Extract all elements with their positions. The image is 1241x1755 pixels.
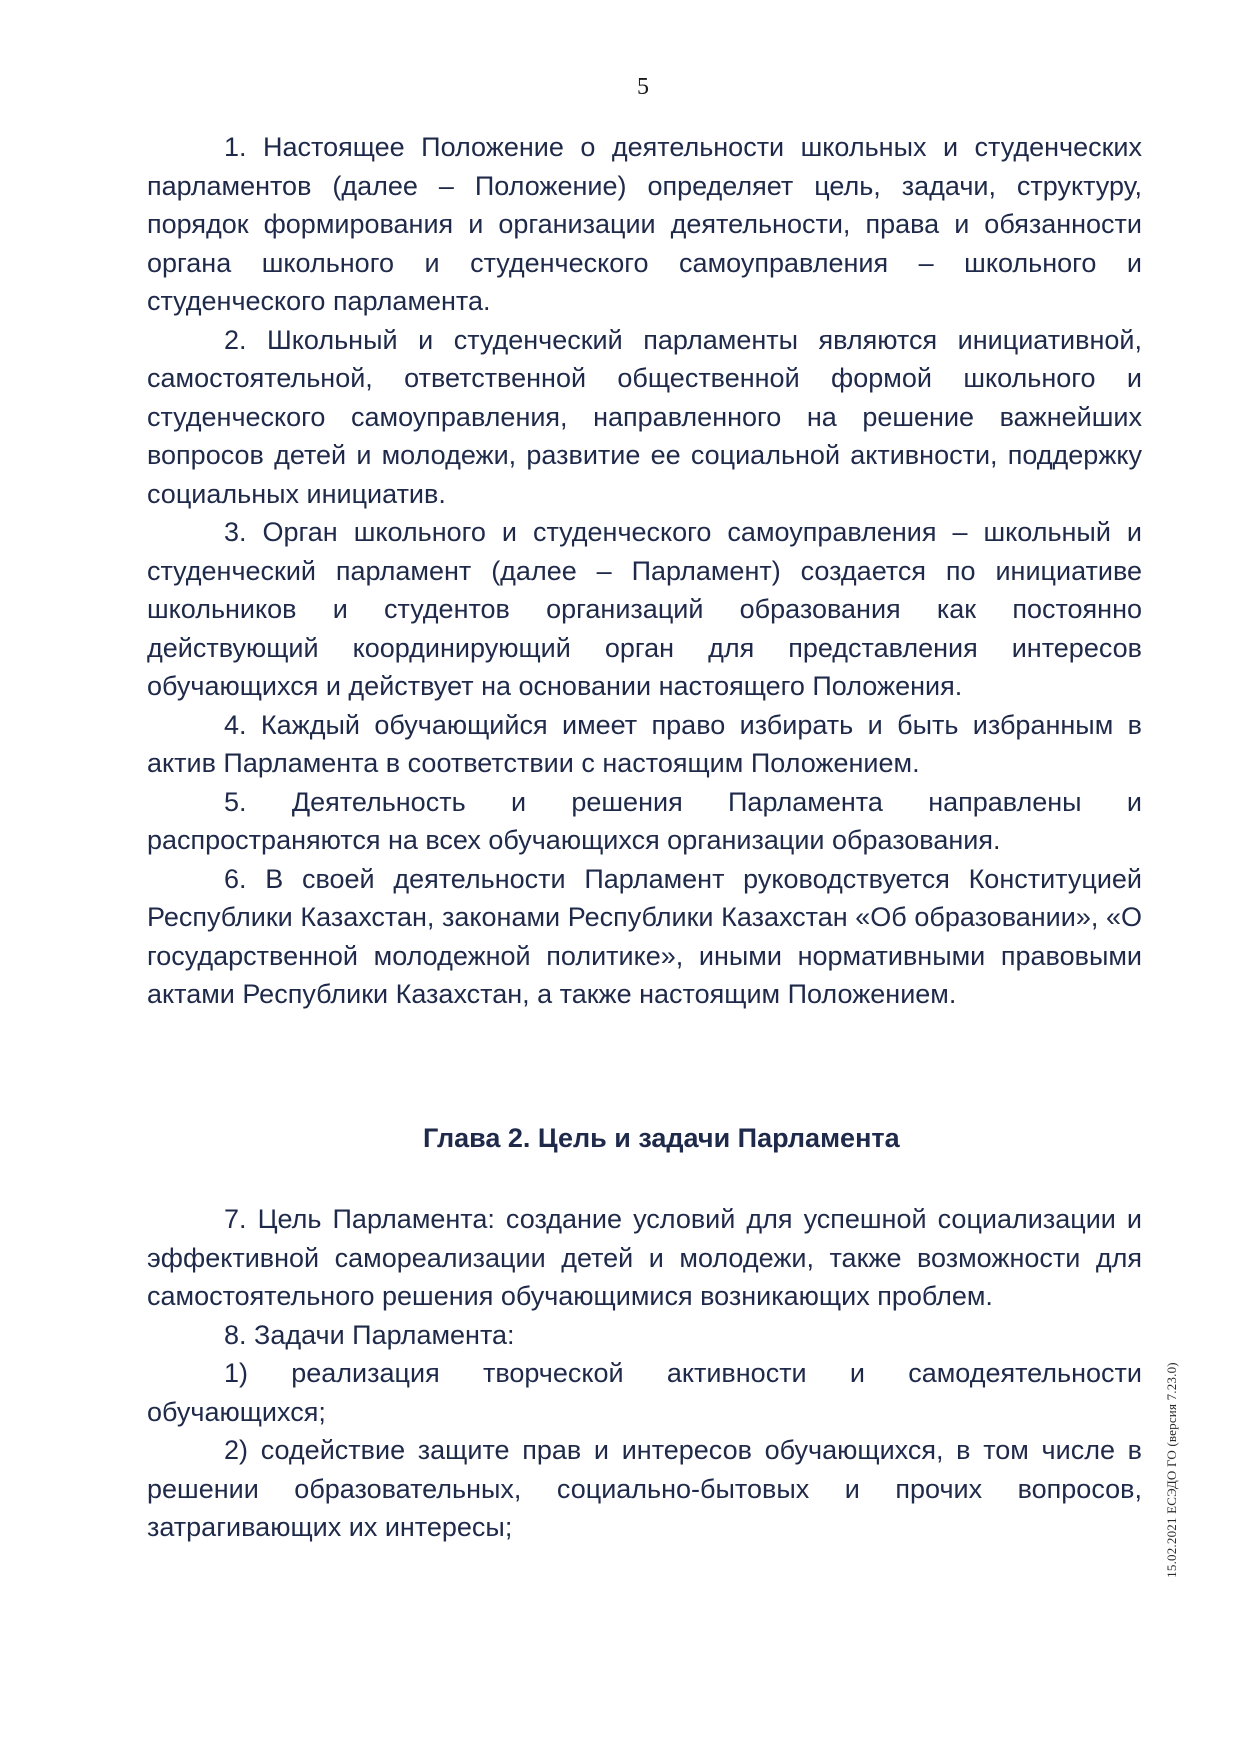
section-1-body — [147, 128, 1142, 1014]
chapter-2-title: Глава 2. Цель и задачи Парламента — [423, 1123, 900, 1153]
paragraph-6: 6. В своей деятельности Парламент руководствуется Конституцией Республики Казахстан, законами Республики Казахстан «Об образовании», «О государственной молодежной политике», иными нормативными правовыми актами Республики Казахстан, а также настоящим Положением. — [147, 863, 1142, 1009]
chapter-2-body — [147, 1200, 1142, 1547]
paragraph-4: 4. Каждый обучающийся имеет право избирать и быть избранным в актив Парламента в соответствии с настоящим Положением. — [147, 709, 1142, 778]
paragraph-1: 1. Настоящее Положение о деятельности школьных и студенческих парламентов (далее – Положение) определяет цель, задачи, структуру, порядок формирования и организации деятельности, права и обязанности органа школьного и студенческого самоуправления – школьного и студенческого парламента. — [147, 132, 1142, 316]
stamp-text: 15.02.2021 ЕСЭДО ГО (версия 7.23.0) — [1164, 1362, 1179, 1578]
paragraph-3: 3. Орган школьного и студенческого самоуправления – школьный и студенческий парламент (далее – Парламент) создается по инициативе школьников и студентов организаций образования как постоянно действующий координирующий орган для представления интересов обучающихся и действует на основании настоящего Положения. — [147, 517, 1142, 701]
list-item-1: 1) реализация творческой активности и самодеятельности обучающихся; — [147, 1358, 1142, 1427]
document-registration-stamp — [1164, 1362, 1188, 1578]
paragraph-8: 8. Задачи Парламента: — [224, 1319, 515, 1350]
paragraph-7: 7. Цель Парламента: создание условий для успешной социализации и эффективной самореализации детей и молодежи, также возможности для самостоятельного решения обучающимися возникающих проблем. — [147, 1204, 1142, 1311]
paragraph-2: 2. Школьный и студенческий парламенты являются инициативной, самостоятельной, ответственной общественной формой школьного и студенческого самоуправления, направленного на решение важнейших вопросов детей и молодежи, развитие ее социальной активности, поддержку социальных инициатив. — [147, 324, 1142, 509]
paragraph-5: 5. Деятельность и решения Парламента направлены и распространяются на всех обучающихся организации образования. — [147, 786, 1142, 855]
list-item-2: 2) содействие защите прав и интересов обучающихся, в том числе в решении образовательных, социально-бытовых и прочих вопросов, затрагивающих их интересы; — [147, 1435, 1142, 1542]
page-number: 5 — [637, 74, 649, 100]
